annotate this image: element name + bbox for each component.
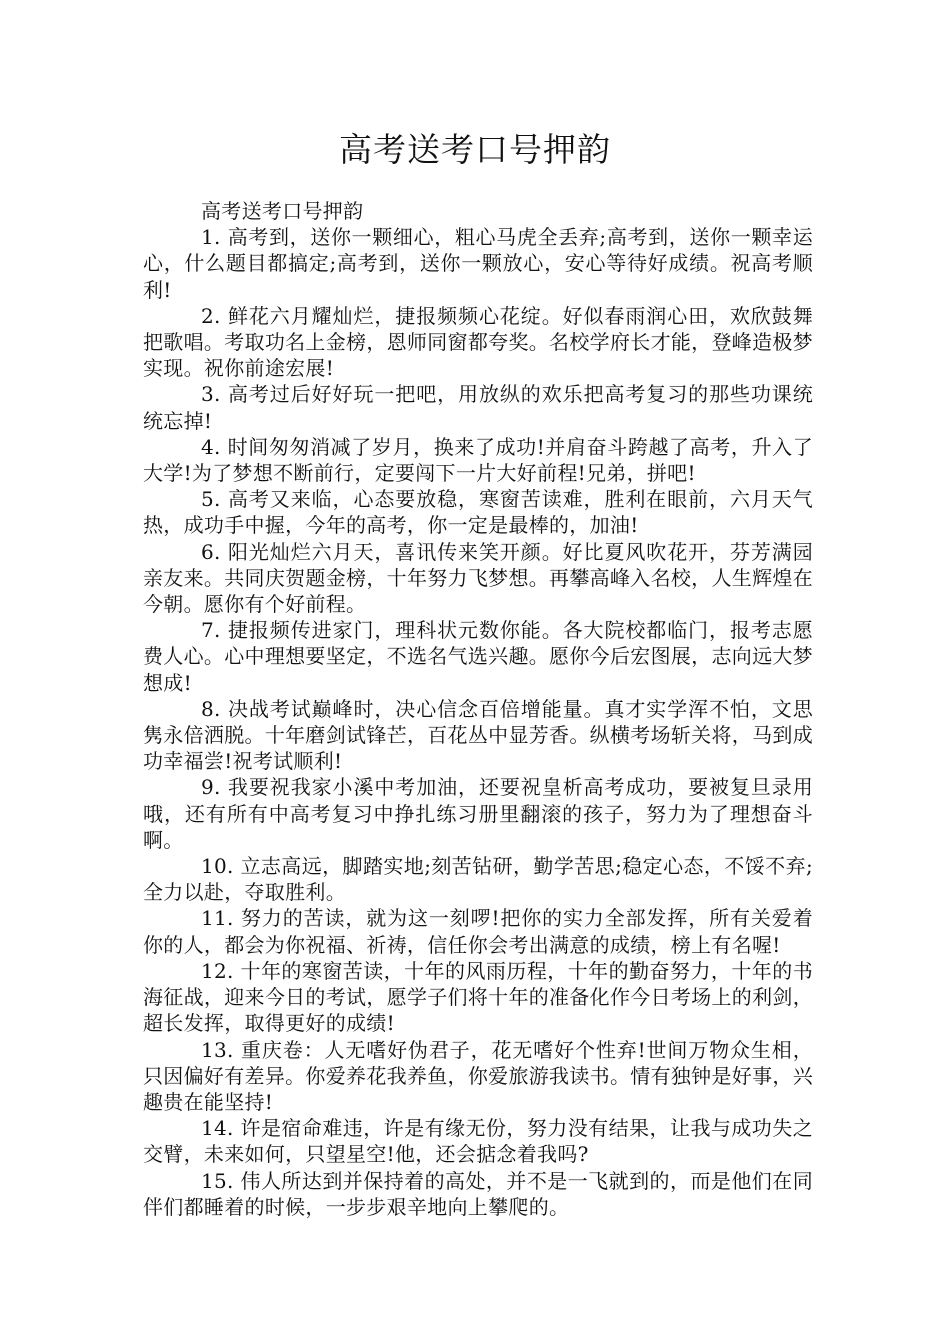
paragraph-3: 3. 高考过后好好玩一把吧，用放纵的欢乐把高考复习的那些功课统统忘掉! bbox=[143, 382, 813, 433]
subtitle-paragraph: 高考送考口号押韵 bbox=[201, 199, 364, 223]
paragraph-2: 2. 鲜花六月耀灿烂，捷报频频心花绽。好似春雨润心田，欢欣鼓舞把歌唱。考取功名上金榜，恩师同窗都夸奖。名校学府长才能，登峰造极梦实现。祝你前途宏展! bbox=[143, 303, 813, 381]
paragraph-10: 10. 立志高远，脚踏实地;刻苦钻研，勤学苦思;稳定心态，不馁不弃;全力以赴，夺取胜利。 bbox=[143, 854, 813, 905]
document-title: 高考送考口号押韵 bbox=[339, 130, 611, 169]
paragraph-4: 4. 时间匆匆消减了岁月，换来了成功!并肩奋斗跨越了高考，升入了大学!为了梦想不断前行，定要闯下一片大好前程!兄弟，拼吧! bbox=[143, 434, 813, 486]
paragraph-15: 15. 伟人所达到并保持着的高处，并不是一飞就到的，而是他们在同伴们都睡着的时候，一步步艰辛地向上攀爬的。 bbox=[143, 1168, 813, 1219]
paragraph-9: 9. 我要祝我家小溪中考加油，还要祝皇析高考成功，要被复旦录用哦，还有所有中高考复习中挣扎练习册里翻滚的孩子，努力为了理想奋斗啊。 bbox=[143, 775, 813, 852]
paragraph-1: 1. 高考到，送你一颗细心，粗心马虎全丢弃;高考到，送你一颗幸运心，什么题目都搞定;高考到，送你一颗放心，安心等待好成绩。祝高考顺利! bbox=[143, 225, 813, 302]
paragraph-14: 14. 许是宿命难违，许是有缘无份，努力没有结果，让我与成功失之交臂，未来如何，只望星空!他，还会掂念着我吗? bbox=[143, 1116, 813, 1167]
paragraph-11: 11. 努力的苦读，就为这一刻啰!把你的实力全部发挥，所有关爱着你的人，都会为你祝福、祈祷，信任你会考出满意的成绩，榜上有名喔! bbox=[143, 906, 813, 957]
paragraph-8: 8. 决战考试巅峰时，决心信念百倍增能量。真才实学浑不怕，文思隽永倍洒脱。十年磨剑试锋芒，百花丛中显芳香。纵横考场斩关将，马到成功幸福尝!祝考试顺利! bbox=[143, 696, 813, 774]
paragraph-12: 12. 十年的寒窗苦读，十年的风雨历程，十年的勤奋努力，十年的书海征战，迎来今日的考试，愿学子们将十年的准备化作今日考场上的利剑，超长发挥，取得更好的成绩! bbox=[143, 958, 813, 1036]
paragraph-5: 5. 高考又来临，心态要放稳，寒窗苦读难，胜利在眼前，六月天气热，成功手中握，今年的高考，你一定是最棒的，加油! bbox=[143, 487, 813, 538]
paragraph-13: 13. 重庆卷：人无嗜好伪君子，花无嗜好个性弃!世间万物众生相，只因偏好有差异。你爱养花我养鱼，你爱旅游我读书。情有独钟是好事，兴趣贵在能坚持! bbox=[143, 1037, 813, 1114]
document-body bbox=[143, 198, 813, 1220]
paragraph-7: 7. 捷报频传进家门，理科状元数你能。各大院校都临门，报考志愿费人心。心中理想要坚定，不选名气选兴趣。愿你今后宏图展，志向远大梦想成! bbox=[143, 618, 813, 695]
paragraph-6: 6. 阳光灿烂六月天，喜讯传来笑开颜。好比夏风吹花开，芬芳满园亲友来。共同庆贺题金榜，十年努力飞梦想。再攀高峰入名校，人生辉煌在今朝。愿你有个好前程。 bbox=[143, 539, 813, 617]
